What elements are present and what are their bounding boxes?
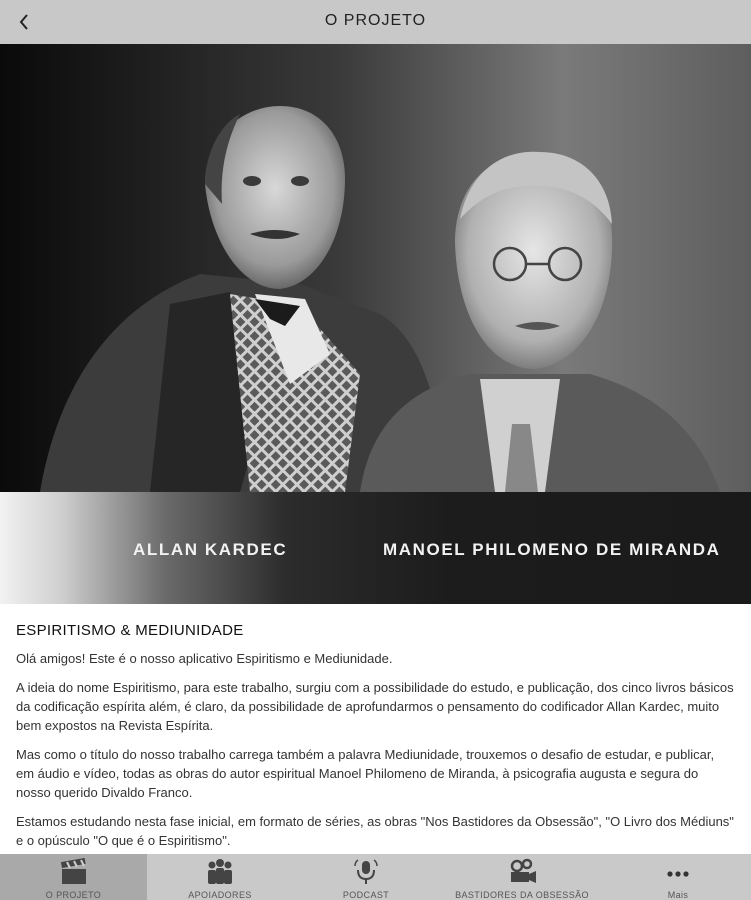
more-dots-icon <box>663 858 693 886</box>
paragraph: Mas como o título do nosso trabalho carrega também a palavra Mediunidade, trouxemos o desafio de estudar, e publicar, em áudio e vídeo, todas as obras do autor espiritual Manoel Philomeno de Miranda, à psicografia augusta e segura do nosso querido Divaldo Franco. <box>16 747 715 800</box>
tab-label: APOIADORES <box>188 890 252 900</box>
tab-label: O PROJETO <box>45 890 102 900</box>
tab-label: PODCAST <box>342 890 390 900</box>
paragraph: Olá amigos! Este é o nosso aplicativo Espiritismo e Mediunidade. <box>16 651 393 666</box>
paragraph: A ideia do nome Espiritismo, para este trabalho, surgiu com a possibilidade do estudo, e publicação, dos cinco livros básicos da codificação espírita além, é claro, da possibilidade de aprofundarmos o pensamento do codificador Allan Kardec, muito bem expostos na Revista Espírita. <box>16 680 734 733</box>
tab-bastidores-da-obsessao[interactable] <box>439 854 605 900</box>
podcast-icon <box>352 858 380 886</box>
page-title: O PROJETO <box>324 12 427 29</box>
tab-o-projeto[interactable] <box>0 854 147 900</box>
tab-label: Mais <box>667 890 689 900</box>
paragraph: Estamos estudando nesta fase inicial, em formato de séries, as obras "Nos Bastidores da Obsessão", "O Livro dos Médiuns" e o opúsculo "O que é o Espiritismo". <box>16 814 734 848</box>
clapperboard-icon <box>59 858 89 886</box>
people-icon <box>203 858 237 886</box>
content-section <box>0 604 751 854</box>
bottom-tab-bar <box>0 854 751 900</box>
name-allan-kardec: ALLAN KARDEC <box>133 540 288 559</box>
tab-podcast[interactable] <box>293 854 439 900</box>
tab-apoiadores[interactable] <box>147 854 293 900</box>
name-manoel-philomeno: MANOEL PHILOMENO DE MIRANDA <box>383 540 721 559</box>
film-projector-icon <box>505 858 539 886</box>
tab-label: BASTIDORES DA OBSESSÃO <box>455 890 589 900</box>
top-bar <box>0 0 751 44</box>
section-heading: ESPIRITISMO & MEDIUNIDADE <box>16 622 244 639</box>
tab-mais[interactable] <box>605 854 751 900</box>
